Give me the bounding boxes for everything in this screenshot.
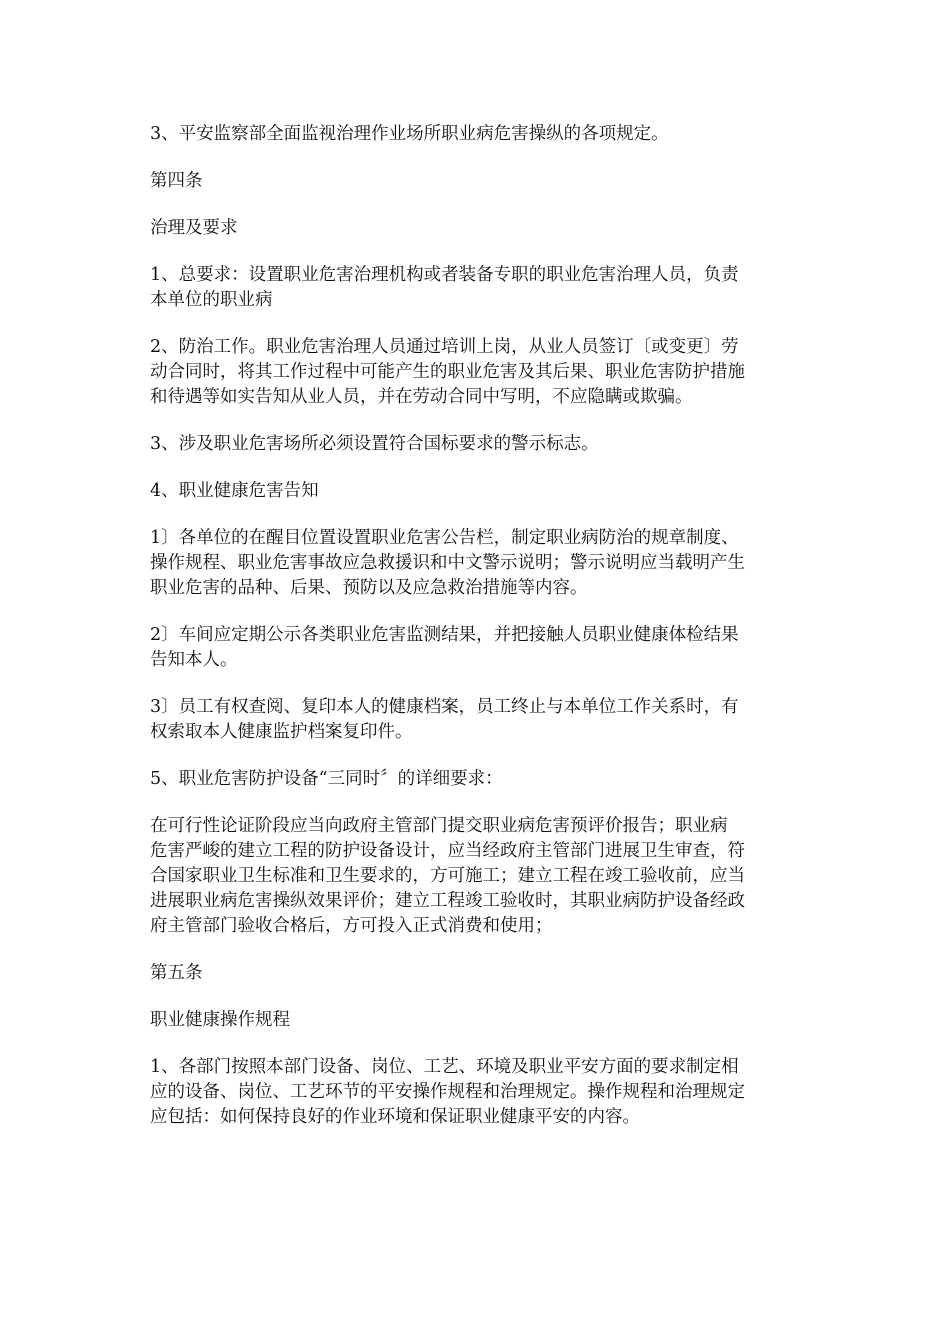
paragraph-health-records: 3〕员工有权查阅、复印本人的健康档案，员工终止与本单位工作关系时，有 权索取本人健康监护档案复印件。 [150,697,739,742]
article-5-heading: 第五条 [150,963,203,983]
paragraph-three-simultaneous: 5、职业危害防护设备“三同时〞的详细要求： [150,769,503,789]
paragraph-warning-signs: 3、涉及职业危害场所必须设置符合国标要求的警示标志。 [150,434,599,454]
paragraph-item-1-3: 3、平安监察部全面监视治理作业场所职业病危害操纵的各项规定。 [150,124,669,144]
paragraph-notice-board: 1〕各单位的在醒目位置设置职业危害公告栏，制定职业病防治的规章制度、 操作规程、职业危害事故应急救援识和中文警示说明；警示说明应当载明产生 职业危害的品种、后果、预防以及应急救治措施等内容。 [150,528,745,598]
paragraph-department-procedures: 1、各部门按照本部门设备、岗位、工艺、环境及职业平安方面的要求制定相 应的设备、岗位、工艺环节的平安操作规程和治理规定。操作规程和治理规定 应包括：如何保持良好的作业环境和保证职业健康平安的内容。 [150,1057,745,1127]
paragraph-monitoring-results: 2〕车间应定期公示各类职业危害监测结果，并把接触人员职业健康体检结果 告知本人。 [150,625,739,670]
management-requirements-heading: 治理及要求 [150,218,238,238]
paragraph-prevention-work: 2、防治工作。职业危害治理人员通过培训上岗，从业人员签订〔或变更〕劳 动合同时，将其工作过程中可能产生的职业危害及其后果、职业危害防护措施 和待遇等如实告知从业人员，并在劳动合同中写明，不应隐瞒或欺骗。 [150,337,745,407]
paragraph-general-requirement: 1、总要求：设置职业危害治理机构或者装备专职的职业危害治理人员，负责 本单位的职业病 [150,265,739,310]
paragraph-health-hazard-notice: 4、职业健康危害告知 [150,481,319,501]
article-4-heading: 第四条 [150,171,203,191]
operating-procedures-heading: 职业健康操作规程 [150,1010,290,1030]
paragraph-feasibility-stage: 在可行性论证阶段应当向政府主管部门提交职业病危害预评价报告；职业病 危害严峻的建立工程的防护设备设计，应当经政府主管部门进展卫生审查，符 合国家职业卫生标准和卫生要求的，方可施工；建立工程在竣工验收前，应当 进展职业病危害操纵效果评价；建立工程竣工验收时，其职业病防护设备经政 府主管部门验收合格后，方可投入正式消费和使用； [150,816,745,936]
